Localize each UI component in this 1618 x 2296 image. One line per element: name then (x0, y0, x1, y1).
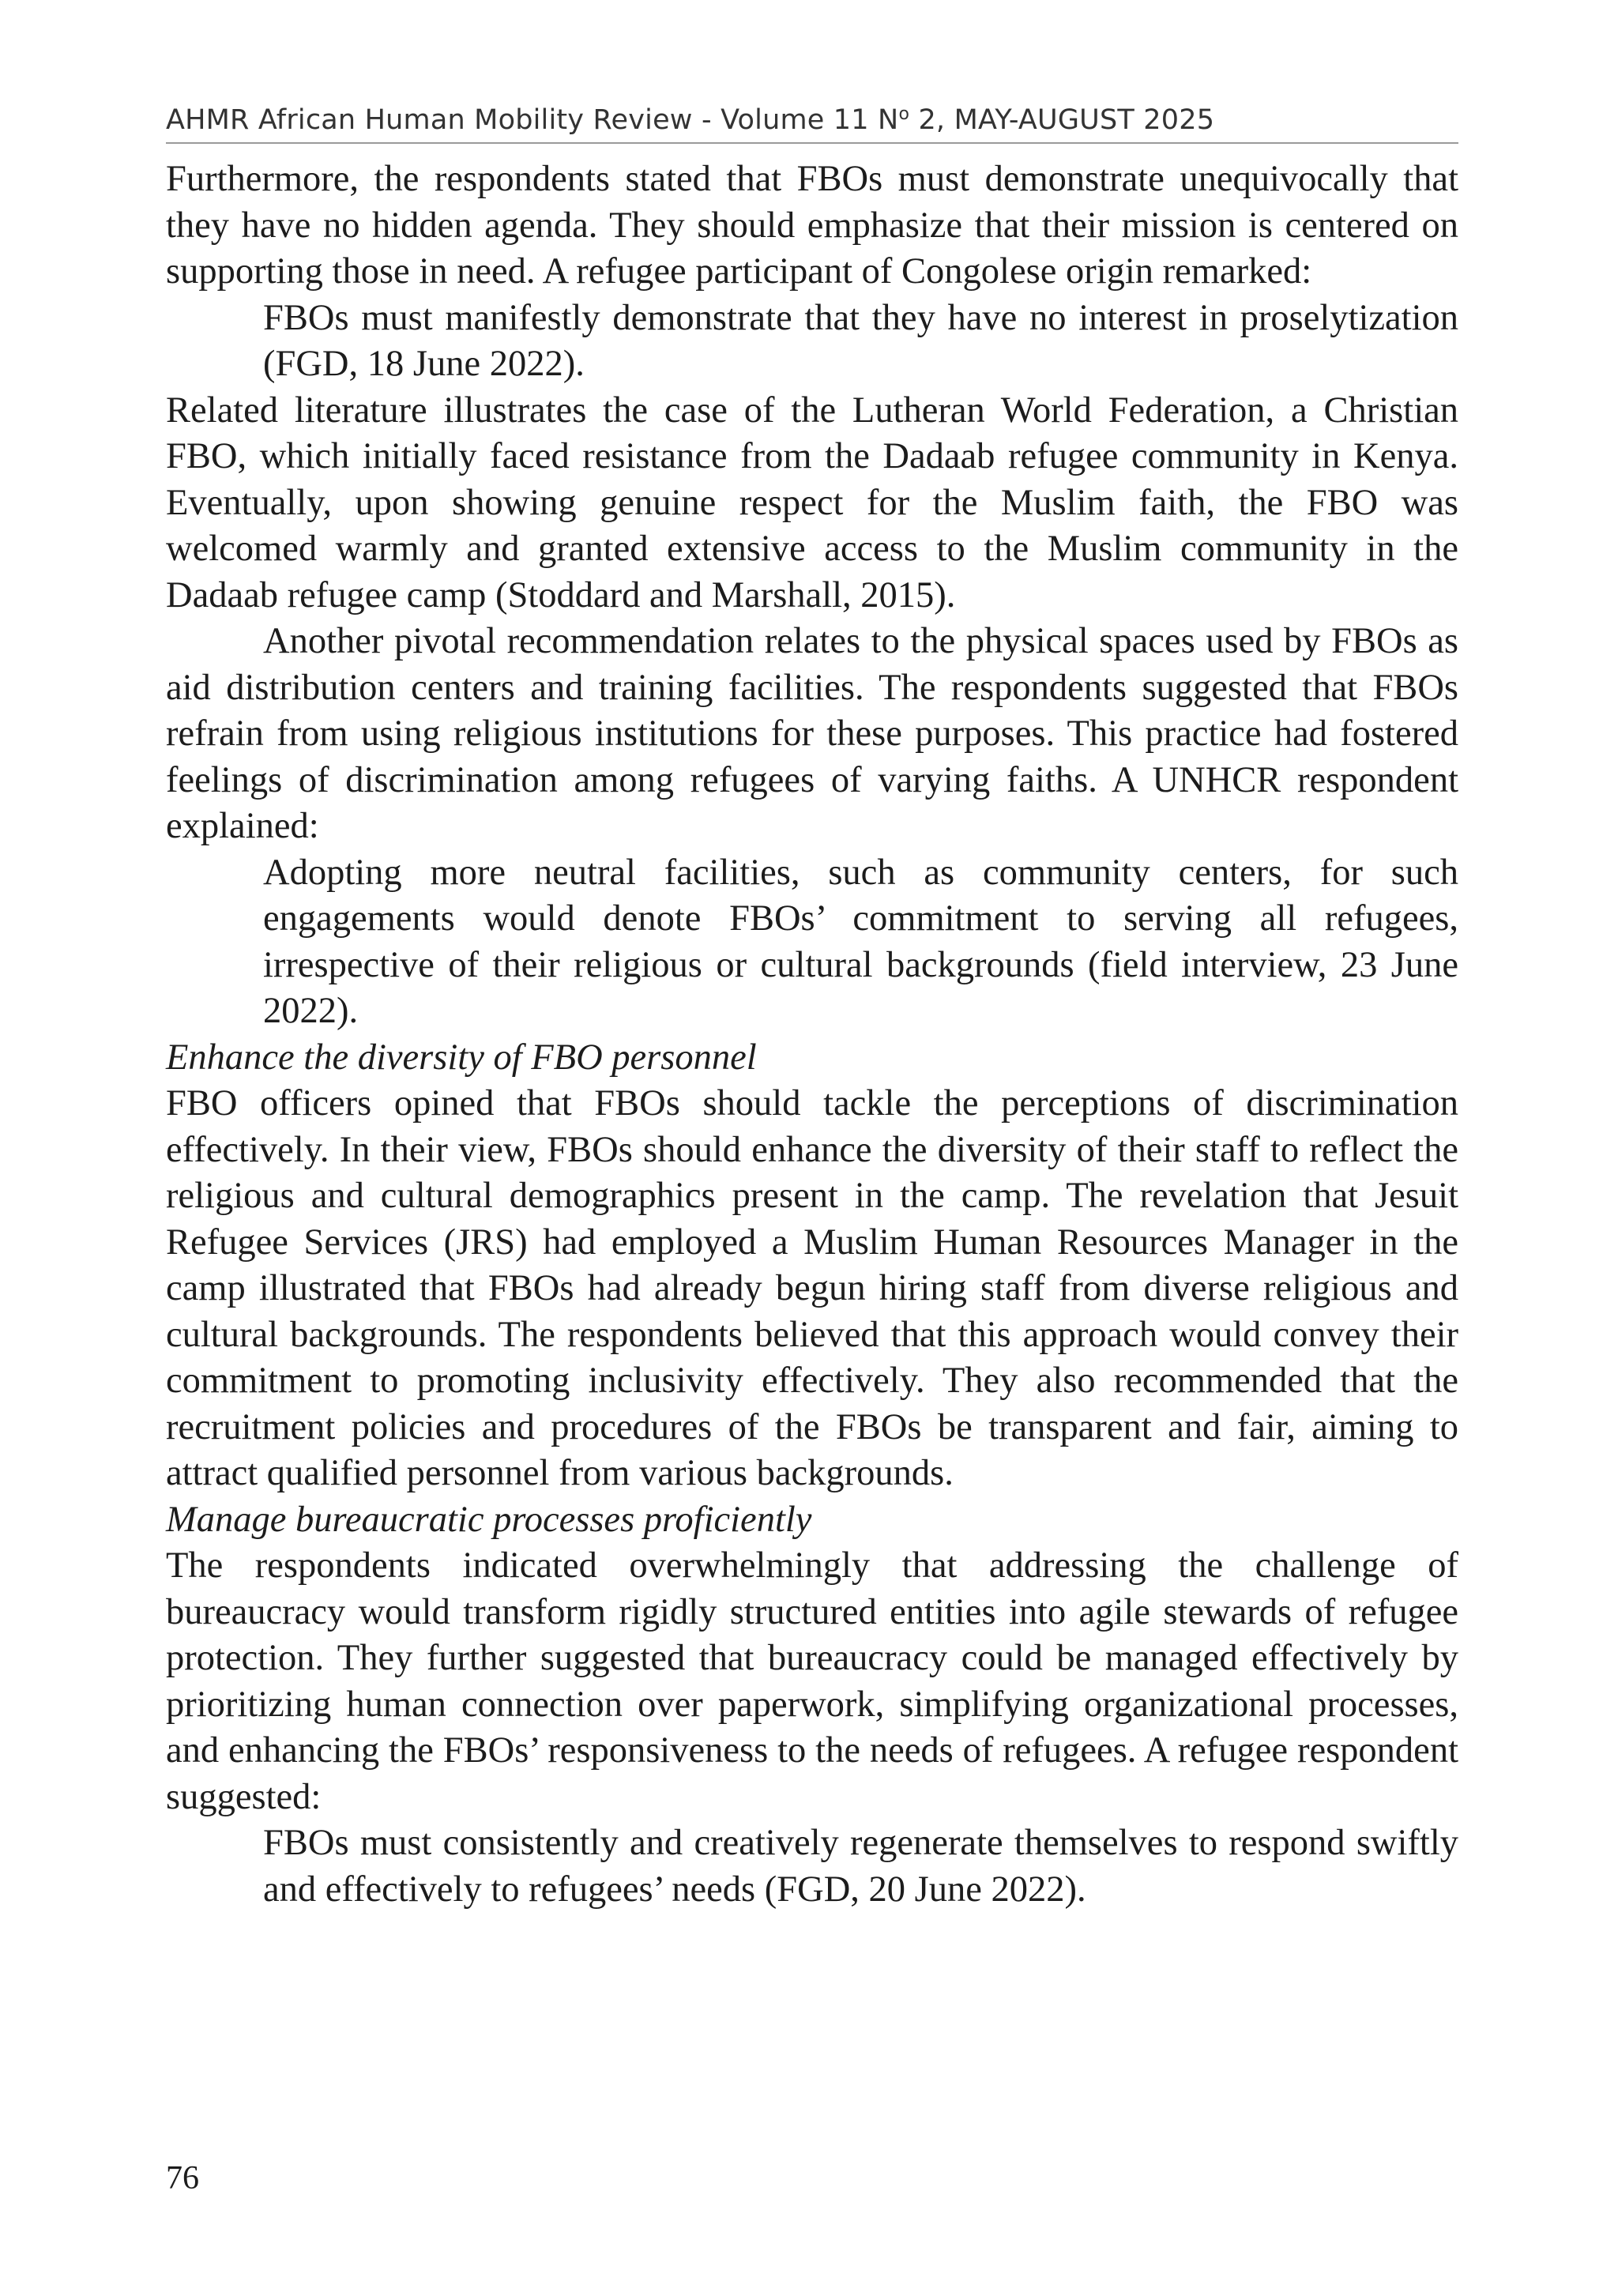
body-paragraph-5: The respondents indicated overwhelmingly that addressing the challenge of bureaucracy would transform rigidly structured entities into agile stewards of refugee protection. They further suggested that bureaucracy could be managed effectively by prioritizing human connection over paperwork, simplifying organizational processes, and enhancing the FBOs’ responsiveness to the needs of refugees. A refugee respondent suggested: (166, 1545, 1458, 1817)
block-quote-3: FBOs must consistently and creatively regenerate themselves to respond swiftly and effectively to refugees’ needs (FGD, 20 June 2022). (263, 1823, 1458, 1910)
section-heading-diversity: Enhance the diversity of FBO personnel (166, 1037, 757, 1078)
body-paragraph-1: Furthermore, the respondents stated that FBOs must demonstrate unequivocally that they have no hidden agenda. They should emphasize that their mission is centered on supporting those in need. A refugee participant of Congolese origin remarked: (166, 159, 1458, 292)
body-paragraph-3: Another pivotal recommendation relates to the physical spaces used by FBOs as aid distribution centers and training facilities. The respondents suggested that FBOs refrain from using religious institutions for these purposes. This practice had fostered feelings of discrimination among refugees of varying faiths. A UNHCR respondent explained: (166, 621, 1458, 846)
header-divider (166, 142, 1458, 144)
number-superscript: o (898, 104, 910, 124)
issue-info: 2, MAY-AUGUST 2025 (909, 104, 1215, 136)
journal-title: AHMR African Human Mobility Review - Volume 11 N (166, 104, 899, 136)
page-number: 76 (166, 2160, 199, 2196)
block-quote-1: FBOs must manifestly demonstrate that they have no interest in proselytization (FGD, 18 June 2022). (263, 297, 1458, 384)
running-header (166, 101, 1458, 139)
body-paragraph-4: FBO officers opined that FBOs should tackle the perceptions of discrimination effectively. In their view, FBOs should enhance the diversity of their staff to reflect the religious and cultural demographics present in the camp. The revelation that Jesuit Refugee Services (JRS) had employed a Muslim Human Resources Manager in the camp illustrated that FBOs had already begun hiring staff from diverse religious and cultural backgrounds. The respondents believed that this approach would convey their commitment to promoting inclusivity effectively. They also recommended that the recruitment policies and procedures of the FBOs be transparent and fair, aiming to attract qualified personnel from various backgrounds. (166, 1083, 1458, 1493)
article-body (166, 156, 1458, 1913)
body-paragraph-2: Related literature illustrates the case of the Lutheran World Federation, a Christian FBO, which initially faced resistance from the Dadaab refugee community in Kenya. Eventually, upon showing genuine respect for the Muslim faith, the FBO was welcomed warmly and granted extensive access to the Muslim community in the Dadaab refugee camp (Stoddard and Marshall, 2015). (166, 390, 1458, 615)
section-heading-bureaucracy: Manage bureaucratic processes proficiently (166, 1499, 812, 1540)
block-quote-2: Adopting more neutral facilities, such as community centers, for such engagements would denote FBOs’ commitment to serving all refugees, irrespective of their religious or cultural backgrounds (field interview, 23 June 2022). (263, 852, 1458, 1031)
